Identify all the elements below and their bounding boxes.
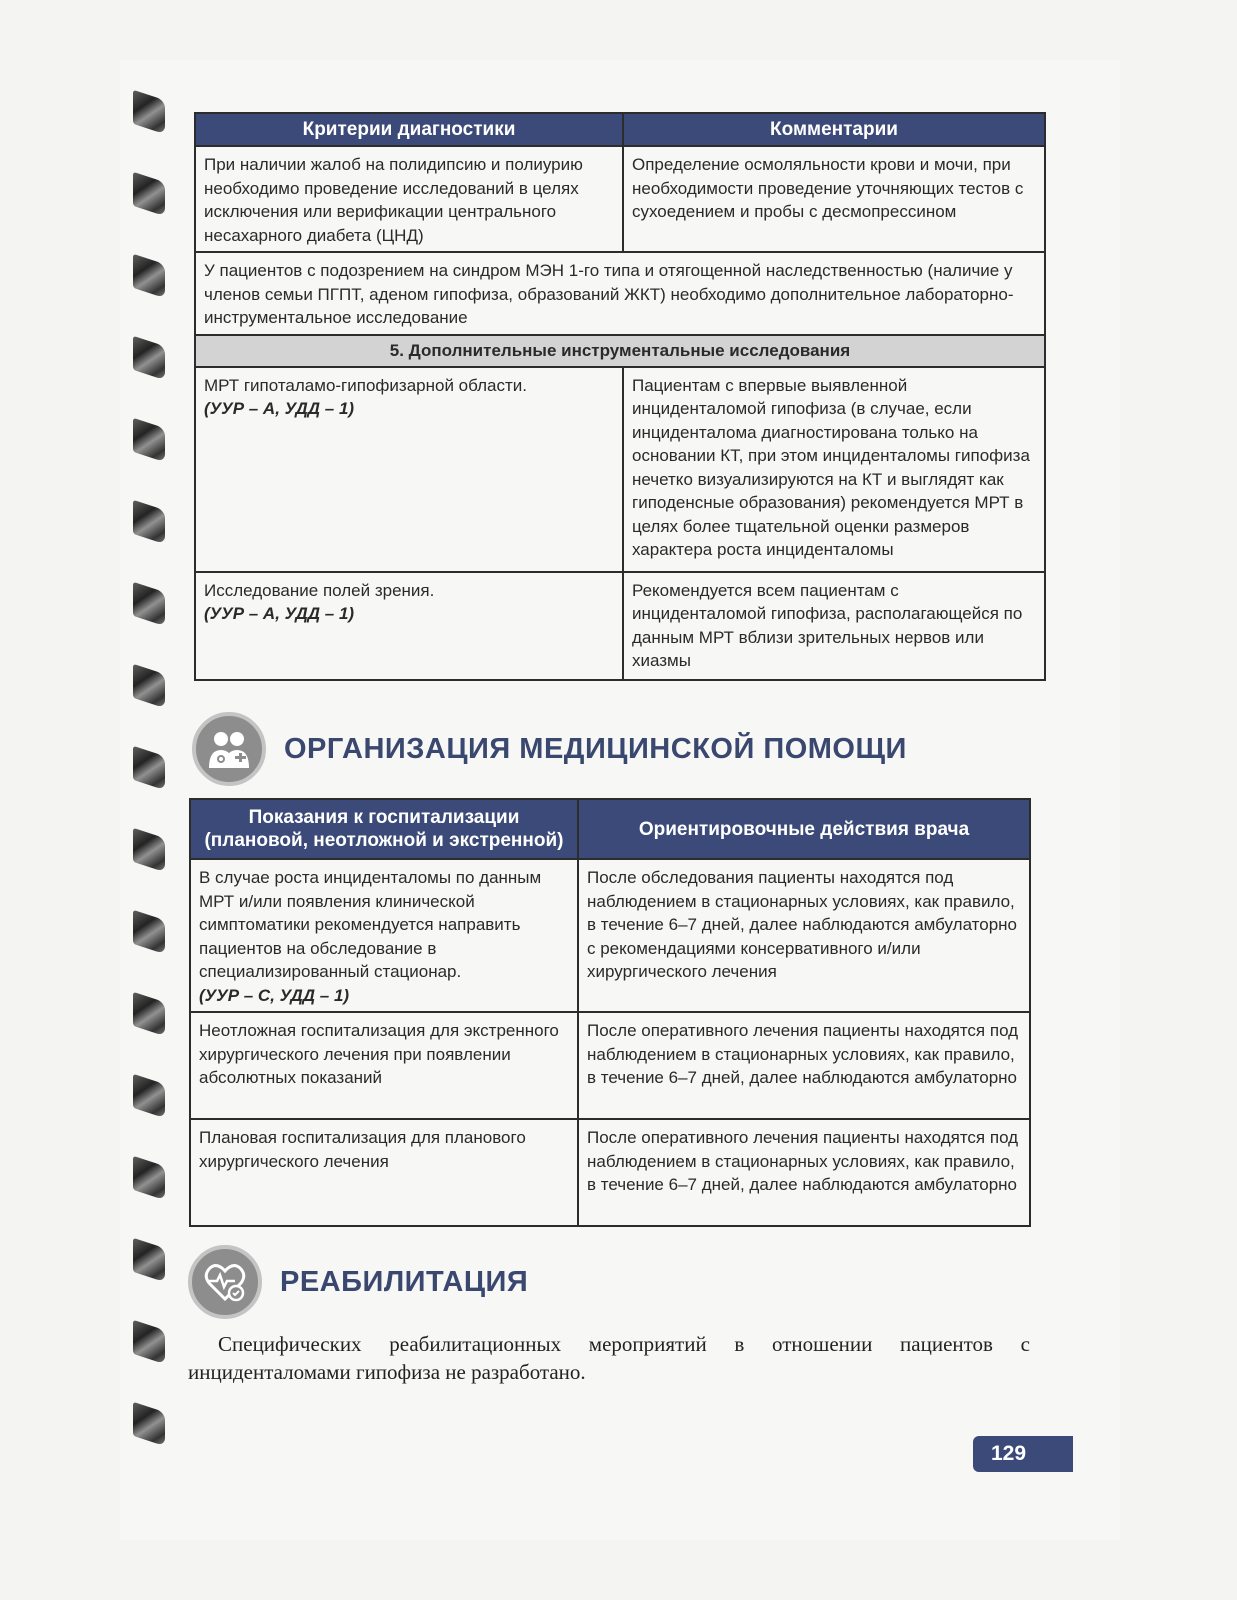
section-title: ОРГАНИЗАЦИЯ МЕДИЦИНСКОЙ ПОМОЩИ: [284, 732, 907, 765]
table-header-row: [190, 799, 1030, 859]
section-heading-organization: [192, 712, 907, 786]
comment-cell: Определение осмоляльности крови и мочи, при необходимости проведение уточняющих тестов с сухоедением и пробы с десмопрессином: [623, 146, 1045, 252]
evidence-level: (УУР – А, УДД – 1): [204, 399, 355, 418]
table-row: [195, 252, 1045, 335]
indication-cell: Неотложная госпитализация для экстренного хирургического лечения при появлении абсолютных показаний: [190, 1012, 578, 1119]
table-row: [195, 146, 1045, 252]
heart-pulse-icon: [188, 1245, 262, 1319]
header-criteria: Критерии диагностики: [195, 113, 623, 146]
criteria-text: Исследование полей зрения.: [204, 580, 435, 600]
comment-cell: Рекомендуется всем пациентам с инциденталомой гипофиза, располагающейся по данным МРТ вблизи зрительных нервов или хиазмы: [623, 572, 1045, 680]
indication-cell: Плановая госпитализация для планового хирургического лечения: [190, 1119, 578, 1226]
table-row: [190, 859, 1030, 1012]
action-cell: После оперативного лечения пациенты находятся под наблюдением в стационарных условиях, как правило, в течение 6–7 дней, далее наблюдаются амбулаторно: [578, 1119, 1030, 1226]
indication-cell: [190, 859, 578, 1012]
section-title: РЕАБИЛИТАЦИЯ: [280, 1265, 529, 1298]
criteria-cell: При наличии жалоб на полидипсию и полиурию необходимо проведение исследований в целях исключения или верификации центрального несахарного диабета (ЦНД): [195, 146, 623, 252]
table-row: [190, 1119, 1030, 1226]
spiral-binding: [133, 95, 173, 1515]
header-indications: Показания к госпитализации (плановой, неотложной и экстренной): [190, 799, 578, 859]
header-actions: Ориентировочные действия врача: [578, 799, 1030, 859]
table-row: [190, 1012, 1030, 1119]
action-cell: После обследования пациенты находятся под наблюдением в стационарных условиях, как правило, в течение 6–7 дней, далее наблюдаются амбулаторно с рекомендациями консервативного и/или хирургического лечения: [578, 859, 1030, 1012]
table-row: [195, 367, 1045, 572]
evidence-level: (УУР – А, УДД – 1): [204, 604, 355, 623]
section-heading-rehabilitation: [188, 1245, 528, 1319]
page-number: 129: [973, 1436, 1073, 1472]
evidence-level: (УУР – С, УДД – 1): [199, 985, 350, 1005]
comment-cell: Пациентам с впервые выявленной инциденталомой гипофиза (в случае, если инциденталома диагностирована только на основании КТ, при этом инциденталомы гипофиза нечетко визуализируются на КТ и выглядят как гиподенсные образования) рекомендуется МРТ в целях более тщательной оценки размеров характера роста инциденталомы: [623, 367, 1045, 572]
indication-text: В случае роста инциденталомы по данным МРТ и/или появления клинической симптоматики рекомендуется направить пациентов на обследование в специализированный стационар.: [199, 868, 542, 981]
criteria-cell: [195, 572, 623, 680]
subheader-row: [195, 335, 1045, 367]
table-header-row: [195, 113, 1045, 146]
hospitalization-table: [189, 798, 1031, 1227]
action-cell: После оперативного лечения пациенты находятся под наблюдением в стационарных условиях, как правило, в течение 6–7 дней, далее наблюдаются амбулаторно: [578, 1012, 1030, 1119]
diagnostics-table: [194, 112, 1046, 681]
men1-note-cell: У пациентов с подозрением на синдром МЭН 1-го типа и отягощенной наследственностью (наличие у членов семьи ПГПТ, аденом гипофиза, образований ЖКТ) необходимо дополнительное лабораторно-инструментальное исследование: [195, 252, 1045, 335]
criteria-text: МРТ гипоталамо-гипофизарной области.: [204, 375, 527, 395]
doctors-icon: [192, 712, 266, 786]
header-comments: Комментарии: [623, 113, 1045, 146]
criteria-cell: [195, 367, 623, 572]
subheader-cell: 5. Дополнительные инструментальные исследования: [195, 335, 1045, 367]
table-row: [195, 572, 1045, 680]
rehabilitation-paragraph: Специфических реабилитационных мероприятий в отношении пациентов с инциденталомами гипофиза не разработано.: [188, 1332, 1030, 1384]
